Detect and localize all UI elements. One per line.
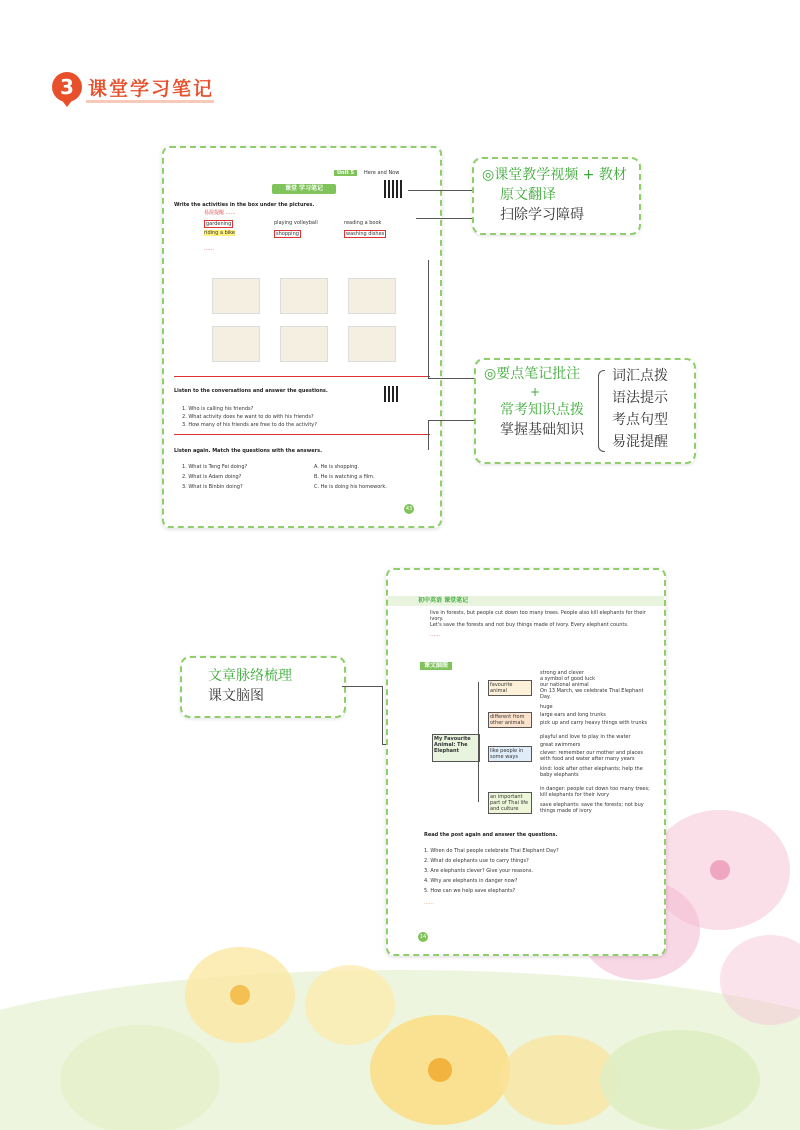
connector-line — [416, 218, 472, 219]
plus-sign: + — [530, 385, 541, 399]
list-item: 语法提示 — [612, 390, 668, 406]
textbook-page-thumbnail-1 — [162, 146, 442, 528]
box-item: gardening — [206, 221, 232, 227]
annotation-note: …… — [204, 246, 214, 252]
mind-map-leaf: great swimmers — [540, 742, 581, 748]
question: 4. Why are elephants in danger now? — [424, 878, 518, 884]
picture-4 — [212, 326, 260, 362]
mind-map-branch: like people in some ways — [488, 746, 532, 762]
badge-pointer — [60, 98, 74, 107]
qr-code-icon — [384, 180, 402, 198]
task2-instruction: Listen to the conversations and answer the questions. — [174, 388, 328, 394]
picture-1 — [212, 278, 260, 314]
question: 3. How many of his friends are free to do the activity? — [182, 422, 317, 428]
picture-2 — [280, 278, 328, 314]
brace — [598, 370, 605, 452]
unit-title: Here and Now — [364, 170, 400, 176]
list-item: 易混提醒 — [612, 434, 668, 450]
mind-map-leaf: save elephants: save the forests; not buy things made of ivory — [540, 802, 644, 814]
mind-map-stem — [478, 682, 479, 802]
task1-instruction: Write the activities in the box under the pictures. — [174, 202, 315, 208]
mind-map-branch: an important part of Thai life and culture — [488, 792, 532, 814]
box-item: reading a book — [344, 220, 382, 226]
mind-map-leaf: large ears and long trunks — [540, 712, 606, 718]
match-answer: C. He is doing his homework. — [314, 484, 387, 490]
question: 2. What do elephants use to carry things? — [424, 858, 529, 864]
connector-line — [428, 420, 474, 421]
textbook-page-thumbnail-2 — [386, 568, 666, 956]
mind-map-leaf: clever: remember our mother and places with food and water after many years — [540, 750, 643, 762]
connector-line — [382, 686, 383, 744]
callout-line: 扫除学习障碍 — [500, 207, 584, 223]
connector-line — [342, 686, 382, 687]
mind-map-center: My Favourite Animal: The Elephant — [432, 734, 480, 762]
callout-video-translation — [472, 157, 641, 235]
match-question: 2. What is Adam doing? — [182, 474, 242, 480]
section-band: 初中英语 课堂笔记 — [388, 596, 664, 606]
mind-map-branch: different from other animals — [488, 712, 532, 728]
callout-line: 掌握基础知识 — [500, 422, 584, 438]
callout-notes-annotation — [474, 358, 696, 464]
mind-map-leaf: kind: look after other elephants; help the baby elephants — [540, 766, 643, 778]
match-question: 1. What is Teng Fei doing? — [182, 464, 248, 470]
question: 3. Are elephants clever? Give your reasons. — [424, 868, 534, 874]
mind-map-branch: favourite animal — [488, 680, 532, 696]
question: 1. When do Thai people celebrate Thai Elephant Day? — [424, 848, 559, 854]
question: 2. What activity does he want to do with his friends? — [182, 414, 314, 420]
annotation-note: …… — [430, 632, 440, 638]
page-number: 14 — [419, 934, 427, 940]
mind-map-leaf: huge — [540, 704, 553, 710]
callout-line: 原文翻译 — [500, 187, 556, 203]
mind-map-leaf: On 13 March, we celebrate Thai Elephant Day. — [540, 688, 644, 700]
picture-6 — [348, 326, 396, 362]
divider — [174, 376, 430, 377]
question: 1. Who is calling his friends? — [182, 406, 254, 412]
callout-line: 课文脑图 — [208, 688, 264, 704]
mind-map-label: 课文脑图 — [420, 662, 452, 670]
section-number-badge: 3 — [52, 72, 82, 102]
mind-map-leaf: pick up and carry heavy things with trunks — [540, 720, 648, 726]
section-title: 课堂学习笔记 — [88, 78, 215, 100]
box-item: playing volleyball — [274, 220, 318, 226]
picture-3 — [348, 278, 396, 314]
question: 5. How can we help save elephants? — [424, 888, 516, 894]
unit-tag: Unit 5 — [334, 170, 357, 176]
callout-line: ◎要点笔记批注 — [484, 366, 581, 382]
box-item: washing dishes — [346, 231, 385, 237]
list-item: 考点句型 — [612, 412, 668, 428]
divider — [174, 434, 430, 435]
mind-map-leaf: playful and love to play in the water — [540, 734, 631, 740]
mind-map-leaf: a symbol of good luck — [540, 676, 595, 682]
match-question: 3. What is Binbin doing? — [182, 484, 243, 490]
connector-line — [428, 378, 474, 379]
answer-notes: …… — [424, 900, 434, 906]
section-band: 课堂 学习笔记 — [272, 184, 336, 194]
mind-map-leaf: in danger: people cut down too many trees; kill elephants for their ivory — [540, 786, 650, 798]
picture-5 — [280, 326, 328, 362]
box-item: shopping — [276, 231, 299, 237]
mind-map-leaf: our national animal — [540, 682, 589, 688]
task-instruction: Read the post again and answer the questions. — [424, 832, 558, 838]
mind-map-leaf: strong and clever — [540, 670, 584, 676]
callout-line: 常考知识点拨 — [500, 402, 584, 418]
callout-mind-map — [180, 656, 346, 718]
task3-instruction: Listen again. Match the questions with the answers. — [174, 448, 322, 454]
activity-box — [204, 220, 404, 242]
box-item: riding a bike — [204, 230, 235, 236]
qr-code-icon — [384, 386, 400, 402]
callout-line: ◎课堂教学视频 + 教材 — [482, 167, 627, 183]
callout-line: 文章脉络梳理 — [208, 668, 292, 684]
page-number: 43 — [405, 506, 413, 512]
connector-line — [428, 420, 429, 450]
paragraph: live in forests, but people cut down too many trees. People also kill elephants for their ivory. — [430, 610, 646, 622]
annotation-note: 易混提醒 …… — [204, 210, 236, 216]
connector-line — [428, 260, 429, 378]
match-answer: A. He is shopping. — [314, 464, 360, 470]
connector-line — [408, 190, 472, 191]
paragraph: Let's save the forests and not buy things made of ivory. Every elephant counts. — [430, 622, 629, 628]
match-answer: B. He is watching a film. — [314, 474, 375, 480]
list-item: 词汇点拨 — [612, 368, 668, 384]
